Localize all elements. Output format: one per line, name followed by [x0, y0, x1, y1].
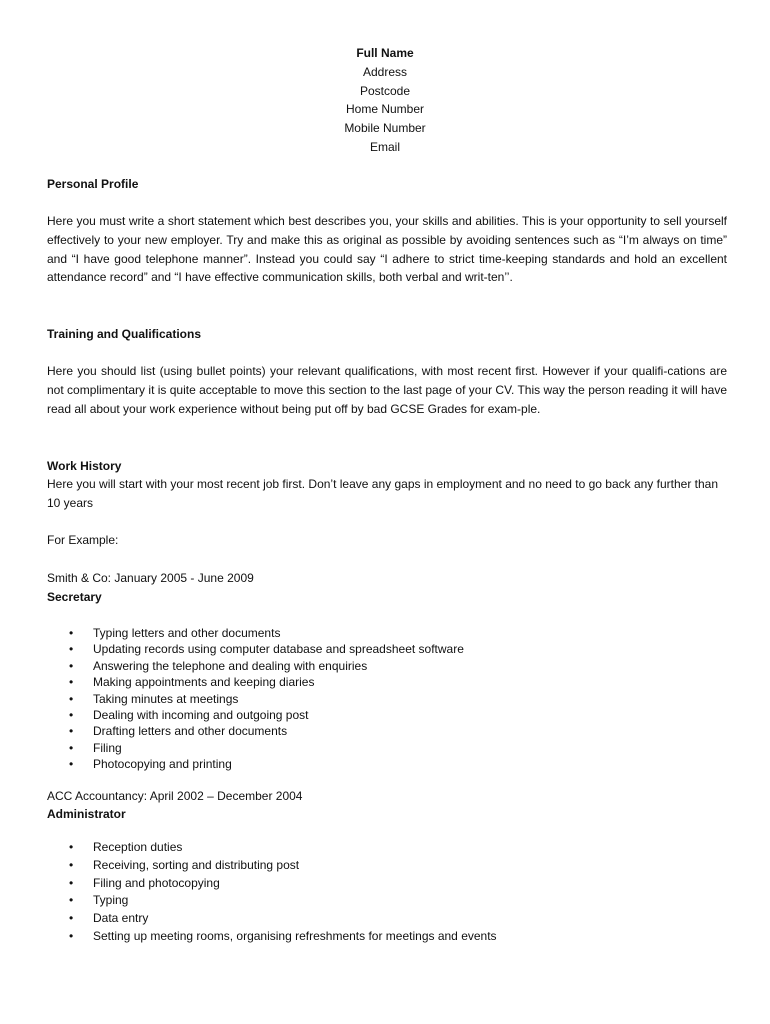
mobile-number: Mobile Number — [344, 121, 426, 136]
postcode: Postcode — [359, 83, 411, 98]
job-employer-dates: ACC Accountancy: April 2002 – December 2004 — [47, 789, 303, 803]
email: Email — [369, 139, 400, 154]
work-history-intro: Here you will start with your most recent job first. Don’t leave any gaps in employment and no need to go back any further than 10 years — [47, 477, 719, 510]
duty-item: • Answering the telephone and dealing with enquiries — [47, 658, 727, 674]
contact-header — [0, 44, 770, 157]
example-label: For Example: — [47, 533, 119, 547]
duty-item: • Reception duties — [47, 839, 727, 857]
work-history-heading: Work History — [47, 459, 122, 473]
job-employer-dates: Smith & Co: January 2005 - June 2009 — [47, 571, 254, 585]
duty-item: • Making appointments and keeping diaries — [47, 674, 727, 690]
job-duties-list — [47, 839, 727, 946]
duty-item: • Typing letters and other documents — [47, 625, 727, 641]
duty-item: • Data entry — [47, 910, 727, 928]
home-number: Home Number — [345, 102, 425, 117]
job-duties-list — [47, 625, 727, 773]
duty-item: • Taking minutes at meetings — [47, 691, 727, 707]
duty-item: • Updating records using computer database and spreadsheet software — [47, 641, 727, 657]
duty-item: • Drafting letters and other documents — [47, 723, 727, 739]
personal-profile-heading: Personal Profile — [47, 177, 139, 191]
address: Address — [362, 64, 408, 79]
training-text: Here you should list (using bullet points) your relevant qualifications, with most recent first. However if your qualifi-cations are not complimentary it is quite acceptable to move this section to the last page of your CV. This way the person reading it will have read all about your work experience without being put off by bad GCSE Grades for exam-ple. — [47, 364, 727, 416]
duty-item: • Filing — [47, 740, 727, 756]
duty-item: • Dealing with incoming and outgoing post — [47, 707, 727, 723]
duty-item: • Setting up meeting rooms, organising refreshments for meetings and events — [47, 928, 727, 946]
duty-item: • Receiving, sorting and distributing post — [47, 857, 727, 875]
duty-item: • Photocopying and printing — [47, 756, 727, 772]
full-name: Full Name — [356, 46, 414, 60]
duty-item: • Typing — [47, 892, 727, 910]
duty-item: • Filing and photocopying — [47, 875, 727, 893]
personal-profile-text: Here you must write a short statement which best describes you, your skills and abilities. This is your opportunity to sell yourself effectively to your new employer. Try and make this as original as possible by avoiding sentences such as “I’m always on time” and “I have good telephone manner”. Instead you could say “I adhere to strict time-keeping standards and hold an excellent attendance record” and “I have effective communication skills, both verbal and writ-ten’’. — [47, 214, 727, 285]
job-title: Secretary — [47, 590, 102, 604]
training-heading: Training and Qualifications — [47, 327, 202, 341]
job-title: Administrator — [47, 807, 126, 821]
